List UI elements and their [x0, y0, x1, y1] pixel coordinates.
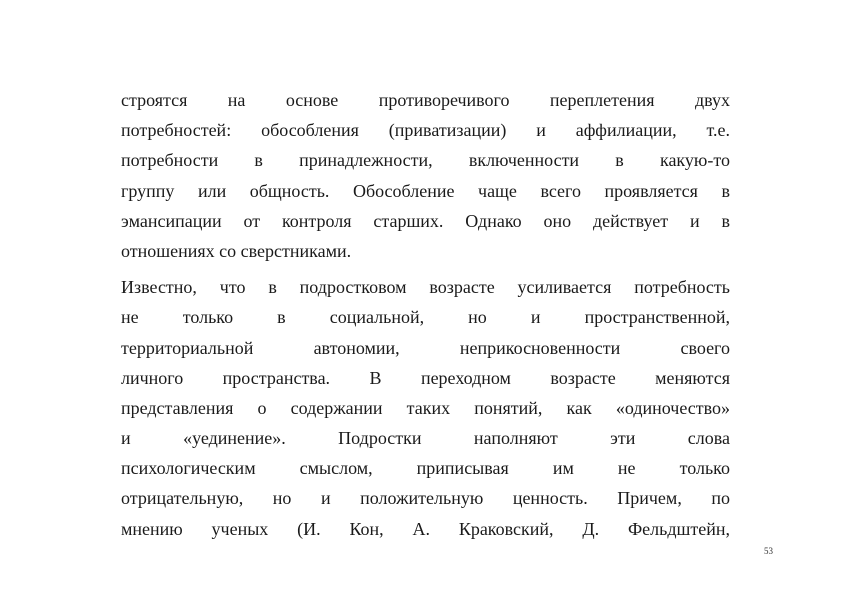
text-line: представления о содержании таких понятий, как «одиночество»	[121, 397, 730, 418]
text-line: территориальной автономии, неприкосновенности своего	[121, 337, 730, 358]
text-line: потребностей: обособления (приватизации) и аффилиации, т.е.	[121, 120, 730, 141]
text-line: и «уединение». Подростки наполняют эти слова	[121, 428, 730, 449]
paragraph-1	[121, 85, 730, 266]
text-line: отрицательную, но и положительную ценность. Причем, по	[121, 488, 730, 509]
text-line: личного пространства. В переходном возрасте меняются	[121, 367, 730, 388]
paragraph-2	[121, 272, 730, 544]
text-line: группу или общность. Обособление чаще всего проявляется в	[121, 180, 730, 201]
text-line: отношениях со сверстниками.	[121, 240, 352, 261]
text-line: психологическим смыслом, приписывая им не только	[121, 458, 730, 479]
body-text	[121, 85, 730, 544]
page-number: 53	[764, 546, 773, 556]
text-line: эмансипации от контроля старших. Однако оно действует и в	[121, 210, 730, 231]
text-line: мнению ученых (И. Кон, А. Краковский, Д. Фельдштейн,	[121, 518, 730, 539]
text-line: Известно, что в подростковом возрасте усиливается потребность	[121, 277, 730, 298]
text-line: потребности в принадлежности, включенности в какую-то	[121, 150, 730, 171]
text-line: не только в социальной, но и пространственной,	[121, 307, 730, 328]
text-line: строятся на основе противоречивого переплетения двух	[121, 90, 730, 110]
